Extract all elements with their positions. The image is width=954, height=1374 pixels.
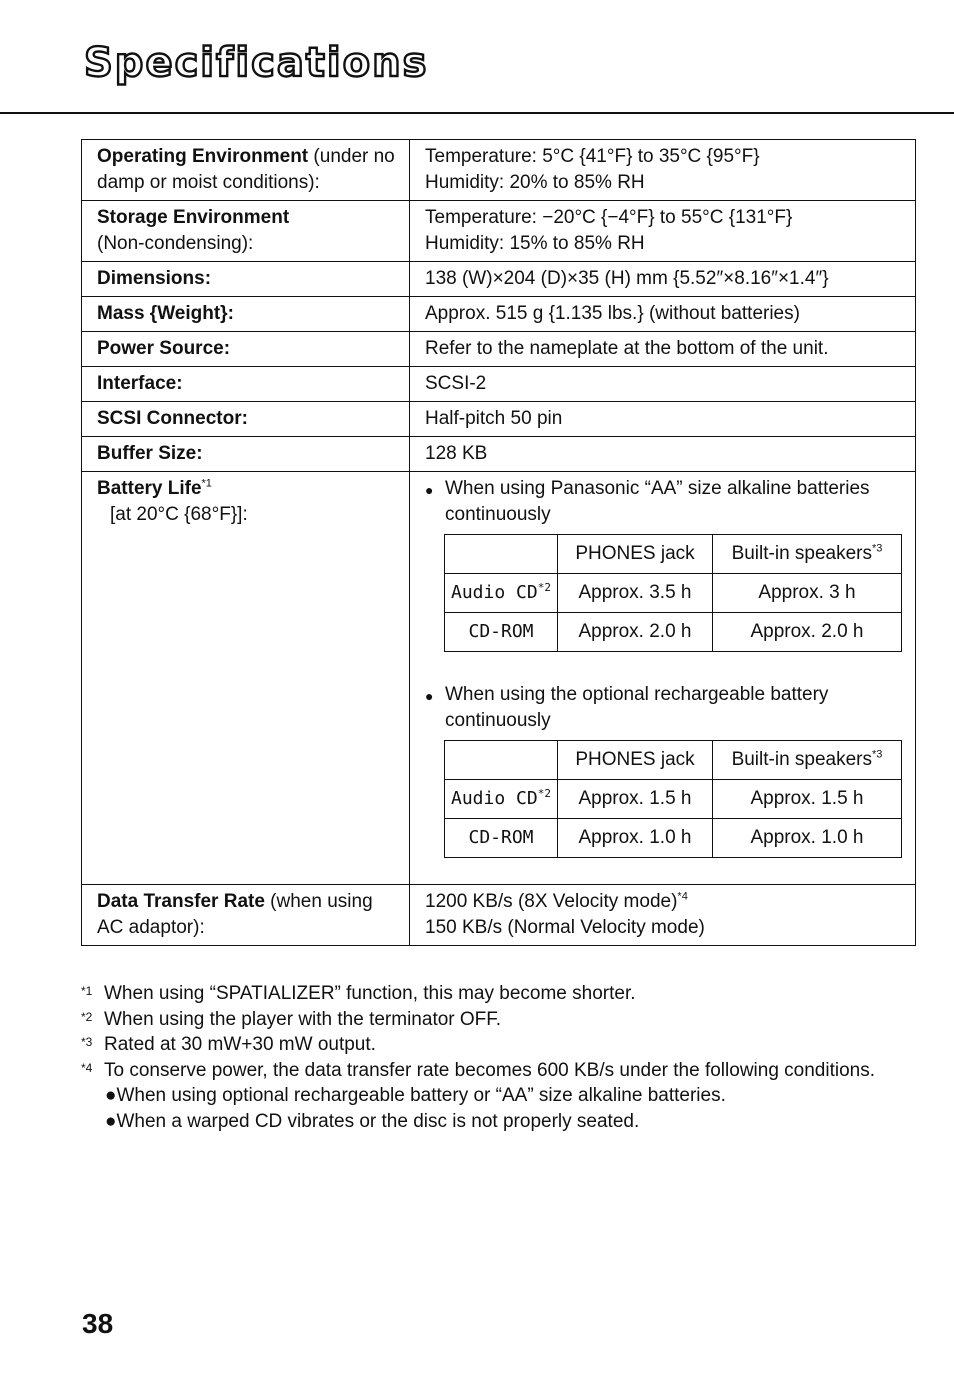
bullet-rechargeable xyxy=(425,682,907,734)
bullet-text: When using the optional rechargeable battery continuously xyxy=(445,684,829,731)
spec-label xyxy=(82,201,410,262)
row-header: CD-ROM xyxy=(445,613,558,652)
column-header-text: Built-in speakers xyxy=(731,749,873,770)
footnote-mark: *2 xyxy=(537,581,551,594)
spec-value xyxy=(410,885,916,946)
table-cell: Approx. 1.5 h xyxy=(713,780,902,819)
page-number: 38 xyxy=(82,1308,114,1339)
label-sub: [at 20°C {68°F}]: xyxy=(110,504,248,525)
spec-value: 128 KB xyxy=(410,437,916,472)
table-cell-empty xyxy=(445,741,558,780)
column-header xyxy=(713,741,902,780)
footnote-text: Rated at 30 mW+30 mW output. xyxy=(104,1034,376,1055)
spec-row-mass xyxy=(82,297,916,332)
footnote-mark: *1 xyxy=(81,984,93,998)
table-header-row xyxy=(445,741,902,780)
spec-label: Buffer Size: xyxy=(82,437,410,472)
footnote-mark: *4 xyxy=(81,1060,93,1075)
spec-label: Mass {Weight}: xyxy=(82,297,410,332)
table-row xyxy=(445,780,902,819)
spec-label: Dimensions: xyxy=(82,262,410,297)
spec-row-dimensions xyxy=(82,262,916,297)
specifications-table xyxy=(81,139,916,946)
spec-row-interface xyxy=(82,367,916,402)
footnote-mark: *3 xyxy=(872,542,883,555)
page-title: Specifications xyxy=(84,40,429,86)
spec-row-storage-environment xyxy=(82,201,916,262)
footnote-4-condition: ●When using optional rechargeable battery or “AA” size alkaline batteries. xyxy=(105,1085,726,1106)
spec-label xyxy=(82,885,410,946)
table-cell: Approx. 2.0 h xyxy=(713,613,902,652)
spec-value xyxy=(410,201,916,262)
bullet-text: When using Panasonic “AA” size alkaline batteries continuously xyxy=(445,478,870,525)
value-line: Temperature: −20°C {−4°F} to 55°C {131°F} xyxy=(425,207,793,228)
battery-table-rechargeable xyxy=(444,740,902,858)
value-line: Humidity: 15% to 85% RH xyxy=(425,233,645,254)
footnote-text: When using the player with the terminator OFF. xyxy=(104,1008,502,1030)
footnote-mark: *2 xyxy=(537,787,551,800)
spec-value: 138 (W)×204 (D)×35 (H) mm {5.52″×8.16″×1.4″} xyxy=(410,262,916,297)
spec-row-operating-environment xyxy=(82,140,916,201)
footnote-1 xyxy=(81,981,916,1007)
value-line: Temperature: 5°C {41°F} to 35°C {95°F} xyxy=(425,146,760,167)
table-cell: Approx. 2.0 h xyxy=(558,613,713,652)
footnote-4 xyxy=(81,1058,916,1084)
table-cell: Approx. 3 h xyxy=(713,574,902,613)
footnote-4-condition: ●When a warped CD vibrates or the disc is not properly seated. xyxy=(105,1110,640,1132)
footnote-mark: *3 xyxy=(872,748,883,761)
table-header-row xyxy=(445,535,902,574)
table-cell: Approx. 3.5 h xyxy=(558,574,713,613)
footnote-mark: *4 xyxy=(677,890,688,903)
column-header: PHONES jack xyxy=(558,741,713,780)
spec-row-power-source xyxy=(82,332,916,367)
footnote-mark: *1 xyxy=(201,477,212,490)
spec-value xyxy=(410,140,916,201)
spec-label: Interface: xyxy=(82,367,410,402)
column-header: PHONES jack xyxy=(558,535,713,574)
row-header xyxy=(445,574,558,613)
spec-value: Refer to the nameplate at the bottom of the unit. xyxy=(410,332,916,367)
label-bold: Operating Environment xyxy=(97,146,309,167)
bullet-alkaline xyxy=(425,476,907,528)
column-header-text: Built-in speakers xyxy=(731,543,873,564)
spec-label xyxy=(82,472,410,885)
row-header-text: Audio CD xyxy=(451,788,538,809)
battery-table-alkaline xyxy=(444,534,902,652)
spec-value xyxy=(410,472,916,885)
footnote-text: To conserve power, the data transfer rate becomes 600 KB/s under the following conditions. xyxy=(104,1059,876,1081)
label-bold: Data Transfer Rate xyxy=(97,891,265,912)
column-header xyxy=(713,535,902,574)
bullet-icon: ● xyxy=(425,482,434,498)
table-cell: Approx. 1.0 h xyxy=(713,819,902,858)
table-cell-empty xyxy=(445,535,558,574)
row-header xyxy=(445,780,558,819)
value-line: 150 KB/s (Normal Velocity mode) xyxy=(425,917,705,938)
spec-row-data-transfer-rate xyxy=(82,885,916,946)
spec-label: SCSI Connector: xyxy=(82,402,410,437)
spec-row-scsi-connector xyxy=(82,402,916,437)
footnote-2 xyxy=(81,1007,916,1033)
footnote-text: When using “SPATIALIZER” function, this may become shorter. xyxy=(104,983,636,1004)
footnote-3 xyxy=(81,1032,916,1058)
label-rest: (when using AC adaptor): xyxy=(97,891,373,938)
row-header: CD-ROM xyxy=(445,819,558,858)
label-bold: Storage Environment xyxy=(97,207,290,228)
spec-value: Half-pitch 50 pin xyxy=(410,402,916,437)
spec-value: SCSI-2 xyxy=(410,367,916,402)
label-rest: (under no damp or moist conditions): xyxy=(97,146,395,193)
row-header-text: Audio CD xyxy=(451,582,538,603)
table-row xyxy=(445,613,902,652)
value-line: 1200 KB/s (8X Velocity mode) xyxy=(425,891,678,912)
table-cell: Approx. 1.0 h xyxy=(558,819,713,858)
table-row xyxy=(445,574,902,613)
bullet-icon: ● xyxy=(425,688,434,704)
spec-row-buffer-size xyxy=(82,437,916,472)
spec-label: Power Source: xyxy=(82,332,410,367)
spec-value: Approx. 515 g {1.135 lbs.} (without batteries) xyxy=(410,297,916,332)
value-line: Humidity: 20% to 85% RH xyxy=(425,172,645,193)
label-bold: Battery Life xyxy=(97,478,202,499)
table-cell: Approx. 1.5 h xyxy=(558,780,713,819)
label-rest: (Non-condensing): xyxy=(97,233,254,254)
title-rule xyxy=(0,112,954,114)
footnote-mark: *3 xyxy=(81,1035,93,1049)
footnote-mark: *2 xyxy=(81,1009,93,1024)
spec-label xyxy=(82,140,410,201)
spacer xyxy=(425,652,907,682)
spec-row-battery-life xyxy=(82,472,916,885)
footnotes xyxy=(81,981,916,1134)
table-row xyxy=(445,819,902,858)
